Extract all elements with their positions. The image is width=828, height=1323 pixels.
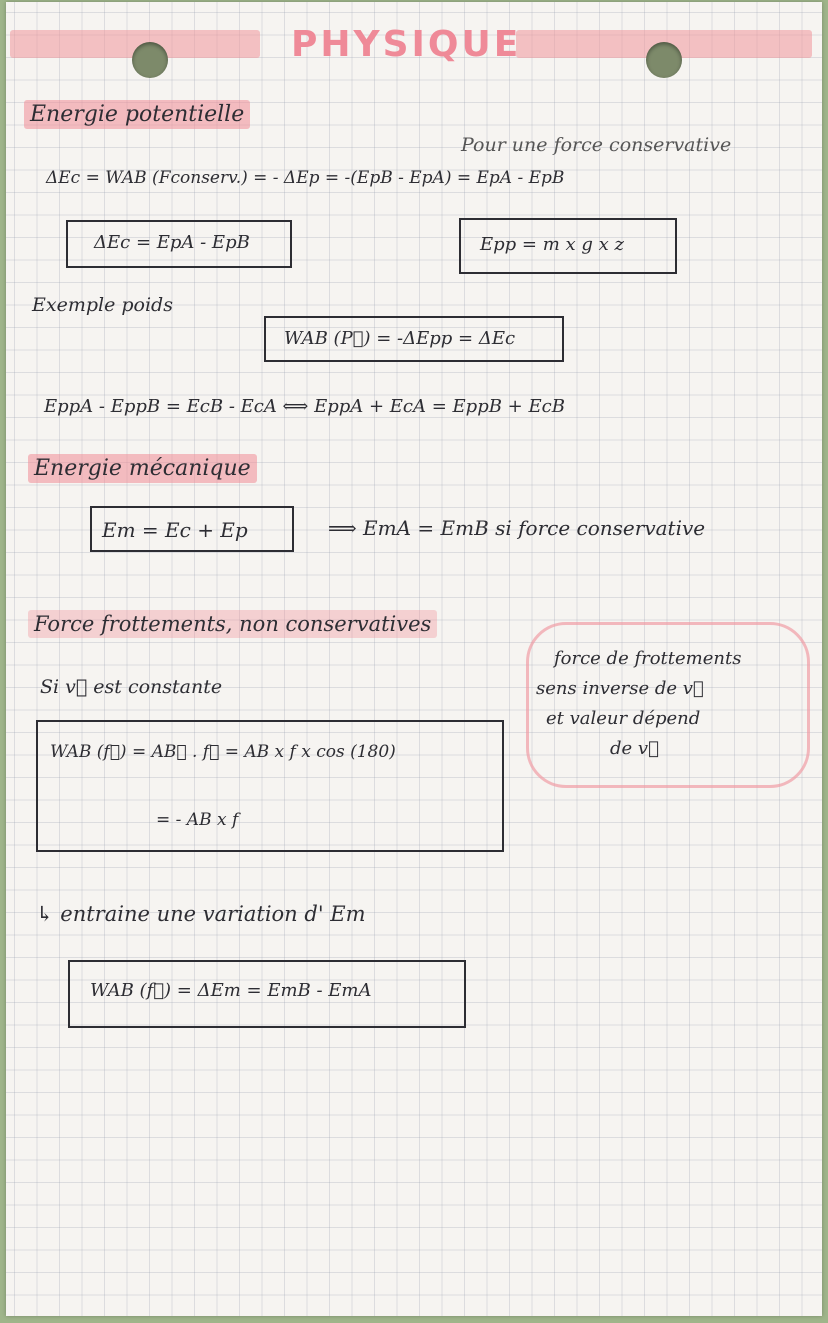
binder-hole-right	[646, 42, 682, 78]
heading-frottements: Force frottements, non conservatives	[28, 612, 437, 636]
page-title: PHYSIQUE	[291, 24, 522, 65]
conclusion-em: ⟹ EmA = EmB si force conservative	[328, 516, 706, 540]
consequence-em: ↳ entraine une variation d' Em	[36, 902, 366, 926]
cloud-line-2: sens inverse de v⃗	[536, 678, 704, 699]
box-travail-frottement	[36, 720, 504, 852]
box-final-text: WAB (f⃗) = ΔEm = EmB - EmA	[90, 980, 372, 1001]
binder-hole-left	[132, 42, 168, 78]
heading-energie-mecanique: Energie mécanique	[28, 456, 257, 481]
box-travail-line-2: = - AB x f	[156, 810, 239, 830]
cloud-note	[526, 622, 810, 788]
relation-energies: EppA - EppB = EcB - EcA ⟺ EppA + EcA = EppB + EcB	[44, 396, 565, 417]
notebook-sheet	[6, 2, 822, 1316]
cloud-line-1: force de frottements	[554, 648, 742, 669]
cloud-line-4: de v⃗	[610, 738, 659, 759]
box-poids-text: WAB (P⃗) = -ΔEpp = ΔEc	[284, 328, 516, 349]
box-epp-text: Epp = m x g x z	[480, 234, 624, 255]
box-travail-line-1: WAB (f⃗) = AB⃗ . f⃗ = AB x f x cos (180)	[50, 742, 396, 762]
box-em-text: Em = Ec + Ep	[102, 518, 248, 542]
condition-vitesse: Si v⃗ est constante	[40, 676, 223, 698]
equation-main: ΔEc = WAB (Fconserv.) = - ΔEp = -(EpB - EpA) = EpA - EpB	[46, 168, 565, 188]
cloud-line-3: et valeur dépend	[546, 708, 701, 729]
example-label: Exemple poids	[32, 294, 173, 316]
note-force-conservative: Pour une force conservative	[461, 134, 732, 156]
heading-energie-potentielle: Energie potentielle	[24, 102, 250, 127]
box-delta-ec-text: ΔEc = EpA - EpB	[94, 232, 250, 253]
